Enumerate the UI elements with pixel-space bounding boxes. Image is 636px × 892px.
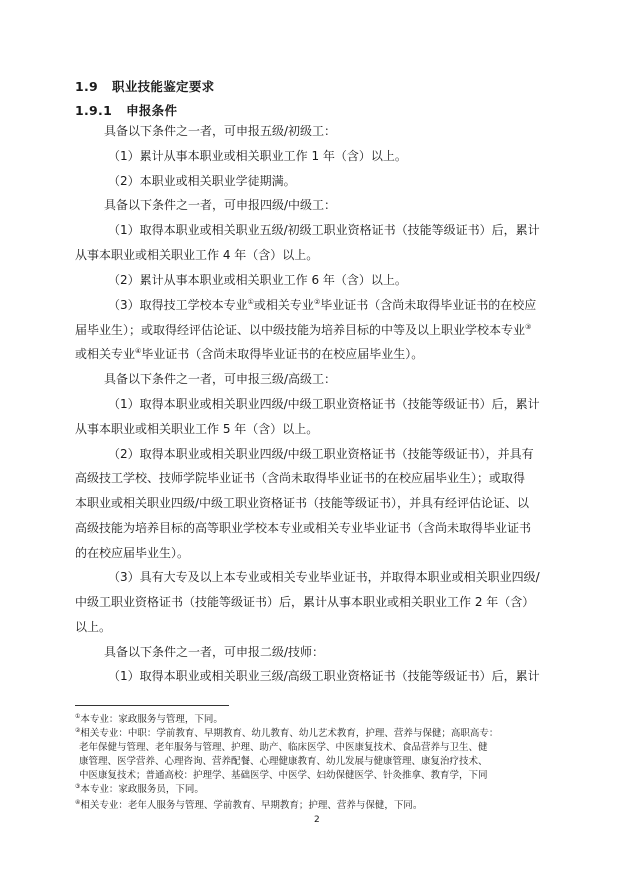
paragraph-line: （1）取得本职业或相关职业四级/中级工职业资格证书（技能等级证书）后，累计 bbox=[108, 397, 540, 411]
paragraph-line: 高级技工学校、技师学院毕业证书（含尚未取得毕业证书的在校应届毕业生）；或取得 bbox=[75, 471, 526, 485]
paragraph-line: 具备以下条件之一者，可申报二级/技师： bbox=[104, 645, 325, 659]
paragraph-line: （1）累计从事本职业或相关职业工作 1 年（含）以上。 bbox=[108, 149, 407, 163]
footnote-continuation: 中医康复技术；普通高校：护理学、基础医学、中医学、妇幼保健医学、针灸推拿、教育学，下同 bbox=[79, 770, 488, 781]
text-run: 或相关专业 bbox=[75, 347, 136, 361]
paragraph-line: 具备以下条件之一者，可申报五级/初级工： bbox=[104, 124, 337, 138]
section-heading bbox=[75, 77, 214, 95]
footnote-ref[interactable]: ① bbox=[247, 298, 254, 306]
footnote-continuation: 老年保健与管理、老年服务与管理、护理、助产、临床医学、中医康复技术、食品营养与卫生、健 bbox=[79, 742, 488, 753]
footnote-mark: ③ bbox=[75, 782, 81, 790]
text-run: 届毕业生）；或取得经评估论证、以中级技能为培养目标的中等及以上职业学校本专业 bbox=[75, 323, 526, 337]
footnote-ref[interactable]: ② bbox=[313, 298, 321, 306]
footnote bbox=[75, 714, 223, 726]
footnote-ref[interactable]: ③ bbox=[525, 323, 532, 331]
footnote-mark: ② bbox=[75, 726, 81, 734]
paragraph-line: （1）取得本职业或相关职业五级/初级工职业资格证书（技能等级证书）后，累计 bbox=[108, 223, 540, 237]
footnote-divider bbox=[75, 705, 229, 706]
footnote bbox=[75, 728, 498, 740]
footnote bbox=[75, 800, 422, 812]
paragraph-line: （1）取得本职业或相关职业三级/高级工职业资格证书（技能等级证书）后，累计 bbox=[108, 669, 540, 683]
footnote-text: 相关专业：老年人服务与管理、学前教育、早期教育；护理、营养与保健，下同。 bbox=[80, 800, 423, 811]
paragraph-line: 从事本职业或相关职业工作 4 年（含）以上。 bbox=[75, 248, 319, 262]
footnote-ref[interactable]: ④ bbox=[135, 347, 142, 355]
paragraph-line: （2）累计从事本职业或相关职业工作 6 年（含）以上。 bbox=[108, 273, 407, 287]
footnote-text: 本专业：家政服务员，下同。 bbox=[80, 784, 204, 795]
footnote-mark: ① bbox=[75, 712, 81, 720]
subsection-number: 1.9.1 bbox=[75, 103, 113, 118]
paragraph-line: 具备以下条件之一者，可申报四级/中级工： bbox=[104, 198, 337, 212]
paragraph-line: 以上。 bbox=[75, 620, 112, 634]
paragraph-line bbox=[75, 347, 423, 361]
paragraph-line bbox=[108, 298, 536, 312]
footnote-mark: ④ bbox=[75, 798, 81, 806]
text-run: 毕业证书（含尚未取得毕业证书的在校应届毕业生）。 bbox=[141, 347, 424, 361]
text-run: （3）取得技工学校本专业 bbox=[108, 298, 248, 312]
footnote-text: 相关专业：中职：学前教育、早期教育、幼儿教育、幼儿艺术教育，护理、营养与保健；高职高专： bbox=[80, 728, 499, 739]
paragraph-line: （2）本职业或相关职业学徒期满。 bbox=[108, 174, 296, 188]
paragraph-line: （2）取得本职业或相关职业四级/中级工职业资格证书（技能等级证书），并具有 bbox=[108, 447, 534, 461]
subsection-title: 申报条件 bbox=[126, 103, 178, 118]
subsection-heading bbox=[75, 101, 177, 119]
section-title: 职业技能鉴定要求 bbox=[112, 79, 215, 94]
text-run: 毕业证书（含尚未取得毕业证书的在校应 bbox=[320, 298, 537, 312]
paragraph-line: 中级工职业资格证书（技能等级证书）后，累计从事本职业或相关职业工作 2 年（含） bbox=[75, 595, 535, 609]
paragraph-line: 具备以下条件之一者，可申报三级/高级工： bbox=[104, 372, 337, 386]
footnote-continuation: 康管理、医学营养、心理咨询、营养配餐、心理健康教育、幼儿发展与健康管理、康复治疗技术、 bbox=[79, 756, 488, 767]
page-number: 2 bbox=[314, 815, 320, 825]
paragraph-line: 的在校应届毕业生）。 bbox=[75, 546, 190, 560]
footnote-text: 本专业：家政服务与管理，下同。 bbox=[80, 714, 223, 725]
section-number: 1.9 bbox=[75, 79, 99, 94]
paragraph-line: 本职业或相关职业四级/中级工职业资格证书（技能等级证书），并具有经评估论证、以 bbox=[75, 496, 530, 510]
paragraph-line bbox=[75, 323, 531, 337]
text-run: 或相关专业 bbox=[253, 298, 314, 312]
footnote bbox=[75, 784, 204, 796]
paragraph-line: （3）具有大专及以上本专业或相关专业毕业证书，并取得本职业或相关职业四级/ bbox=[108, 570, 540, 584]
paragraph-line: 高级技能为培养目标的高等职业学校本专业或相关专业毕业证书（含尚未取得毕业证书 bbox=[75, 521, 532, 535]
paragraph-line: 从事本职业或相关职业工作 5 年（含）以上。 bbox=[75, 422, 319, 436]
